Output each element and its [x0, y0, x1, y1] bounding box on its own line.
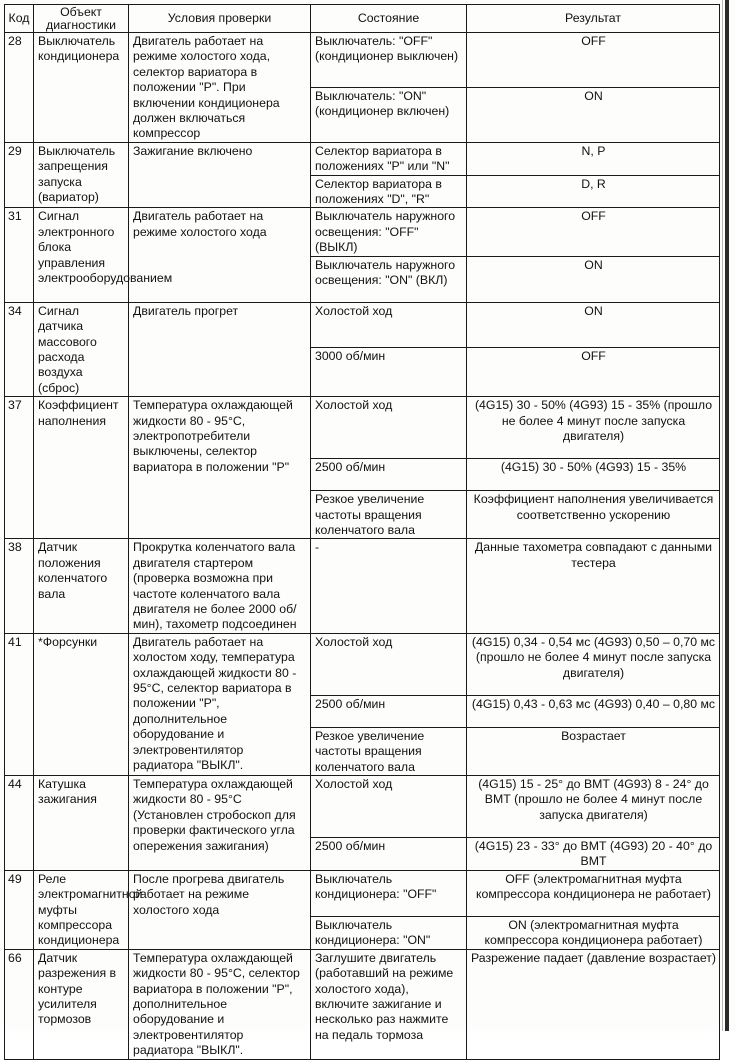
cell-state: 2500 об/мин — [311, 459, 467, 491]
cell-object: Выключатель запрещения запуска (вариатор) — [34, 142, 129, 208]
cell-result: (4G15) 30 - 50% (4G93) 15 - 35% (прошло не более 4 минут после запуска двигателя) — [467, 397, 720, 459]
cell-object: Катушка зажигания — [34, 776, 129, 871]
header-object: Объект диагностики — [34, 5, 129, 33]
cell-state: - — [311, 539, 467, 633]
cell-result: ON — [467, 302, 720, 348]
cell-state: Селектор вариатора в положениях "D", "R" — [311, 175, 467, 208]
table-row — [5, 208, 720, 256]
cell-object: Датчик разрежения в контуре усилителя тормозов — [34, 949, 129, 1059]
cell-state: Холостой ход — [311, 302, 467, 348]
cell-object: Сигнал электронного блока управления электрооборудованием — [34, 208, 129, 302]
cell-result: (4G15) 0,43 - 0,63 мс (4G93) 0,40 – 0,80 мс — [467, 695, 720, 727]
cell-result: ON — [467, 256, 720, 302]
cell-code: 28 — [5, 33, 34, 143]
cell-result: OFF — [467, 33, 720, 88]
cell-state: Селектор вариатора в положениях "P" или "N" — [311, 142, 467, 175]
table-row — [5, 33, 720, 88]
cell-conditions: Температура охлаждающей жидкости 80 - 95°С, электропотребители выключены, селектор вариатора в положении "P" — [129, 397, 311, 539]
cell-result: (4G15) 15 - 25° до ВМТ (4G93) 8 - 24° до ВМТ (прошло не более 4 минут после запуска двигателя) — [467, 776, 720, 838]
cell-conditions: Двигатель работает на режиме холостого хода — [129, 208, 311, 302]
cell-state: 3000 об/мин — [311, 348, 467, 397]
cell-result: OFF (электромагнитная муфта компрессора кондиционера не работает) — [467, 870, 720, 916]
cell-result: OFF — [467, 348, 720, 397]
cell-code: 37 — [5, 397, 34, 539]
table-row — [5, 302, 720, 348]
cell-state: Выключатель кондиционера: "OFF" — [311, 870, 467, 916]
cell-state: Выключатель наружного освещения: "ON" (ВКЛ) — [311, 256, 467, 302]
cell-conditions: Двигатель работает на режиме холостого хода, селектор вариатора в положении "P". При включении кондиционера должен включаться компрессор — [129, 33, 311, 143]
cell-result: ON — [467, 87, 720, 142]
cell-result: Возрастает — [467, 727, 720, 775]
cell-result: ON (электромагнитная муфта компрессора кондиционера работает) — [467, 916, 720, 949]
cell-result: Коэффициент наполнения увеличивается соответственно ускорению — [467, 491, 720, 539]
cell-result: D, R — [467, 175, 720, 208]
cell-state: Выключатель кондиционера: "ON" — [311, 916, 467, 949]
cell-code: 29 — [5, 142, 34, 208]
table-row — [5, 949, 720, 1059]
cell-object: Выключатель кондиционера — [34, 33, 129, 143]
cell-object: Коэффициент наполнения — [34, 397, 129, 539]
cell-code: 44 — [5, 776, 34, 871]
cell-conditions: Температура охлаждающей жидкости 80 - 95°С (Установлен стробоскоп для проверки фактического угла опережения зажигания) — [129, 776, 311, 871]
cell-state: 2500 об/мин — [311, 695, 467, 727]
cell-state: Резкое увеличение частоты вращения коленчатого вала — [311, 727, 467, 775]
cell-object: Датчик положения коленчатого вала — [34, 539, 129, 633]
scan-edge — [725, 0, 729, 1031]
header-row — [5, 5, 720, 33]
cell-state: Холостой ход — [311, 397, 467, 459]
cell-result: Разрежение падает (давление возрастает) — [467, 949, 720, 1059]
cell-conditions: Зажигание включено — [129, 142, 311, 208]
table-row — [5, 870, 720, 916]
cell-code: 31 — [5, 208, 34, 302]
header-code: Код — [5, 5, 34, 33]
cell-object: Реле электромагнитной муфты компрессора кондиционера — [34, 870, 129, 949]
cell-state: 2500 об/мин — [311, 838, 467, 871]
cell-state: Выключатель: "ON" (кондиционер включен) — [311, 87, 467, 142]
cell-result: Данные тахометра совпадают с данными тестера — [467, 539, 720, 633]
header-state: Состояние — [311, 5, 467, 33]
cell-result: OFF — [467, 208, 720, 256]
cell-state: Холостой ход — [311, 776, 467, 838]
cell-state: Заглушите двигатель (работавший на режиме холостого хода), включите зажигание и несколько раз нажмите на педаль тормоза — [311, 949, 467, 1059]
table-row — [5, 397, 720, 459]
cell-conditions: Температура охлаждающей жидкости 80 - 95°С, селектор вариатора в положении "P", дополнительное оборудование и электровентилятор радиатора "ВЫКЛ". — [129, 949, 311, 1059]
cell-state: Резкое увеличение частоты вращения коленчатого вала — [311, 491, 467, 539]
scan-edge-line — [722, 0, 723, 1031]
table-row — [5, 633, 720, 695]
cell-result: (4G15) 30 - 50% (4G93) 15 - 35% — [467, 459, 720, 491]
cell-code: 66 — [5, 949, 34, 1059]
cell-result: N, P — [467, 142, 720, 175]
header-conditions: Условия проверки — [129, 5, 311, 33]
table-row — [5, 142, 720, 175]
cell-conditions: Прокрутка коленчатого вала двигателя стартером (проверка возможна при частоте коленчатого вала двигателя не более 2000 об/мин), тахометр подсоединен — [129, 539, 311, 633]
cell-object: *Форсунки — [34, 633, 129, 775]
table-row — [5, 776, 720, 838]
cell-object: Сигнал датчика массового расхода воздуха (сброс) — [34, 302, 129, 396]
cell-conditions: После прогрева двигатель работает на режиме холостого хода — [129, 870, 311, 949]
cell-result: (4G15) 23 - 33° до ВМТ (4G93) 20 - 40° до ВМТ — [467, 838, 720, 871]
cell-conditions: Двигатель работает на холостом ходу, температура охлаждающей жидкости 80 - 95°С, селектор вариатора в положении "P", дополнительное оборудование и электровентилятор радиатора "ВЫКЛ". — [129, 633, 311, 775]
cell-state: Выключатель наружного освещения: "OFF" (ВЫКЛ) — [311, 208, 467, 256]
cell-state: Холостой ход — [311, 633, 467, 695]
cell-code: 49 — [5, 870, 34, 949]
table-row — [5, 539, 720, 633]
header-result: Результат — [467, 5, 720, 33]
cell-state: Выключатель: "OFF" (кондиционер выключен) — [311, 33, 467, 88]
cell-code: 38 — [5, 539, 34, 633]
cell-code: 41 — [5, 633, 34, 775]
cell-code: 34 — [5, 302, 34, 396]
cell-result: (4G15) 0,34 - 0,54 мс (4G93) 0,50 – 0,70 мс (прошло не более 4 минут после запуска двигателя) — [467, 633, 720, 695]
diagnostics-table — [4, 4, 720, 1060]
cell-conditions: Двигатель прогрет — [129, 302, 311, 396]
